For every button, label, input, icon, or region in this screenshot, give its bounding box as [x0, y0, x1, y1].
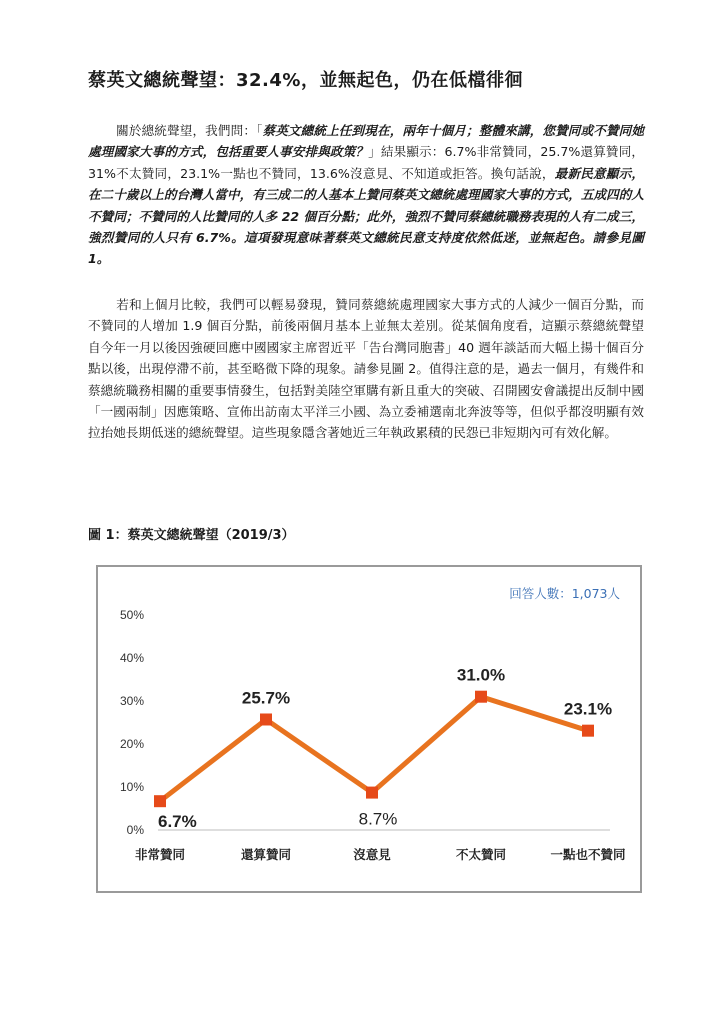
chart-container: [96, 565, 642, 893]
data-point-marker: [154, 795, 166, 807]
paragraph-1: [88, 120, 644, 270]
y-tick-label: 40%: [119, 651, 144, 665]
paragraph-1-intro: 關於總統聲望，我們問：「: [116, 123, 263, 138]
data-label: 31.0%: [456, 665, 506, 685]
data-point-marker: [475, 691, 487, 703]
x-tick-label: 還算贊同: [240, 847, 292, 862]
y-tick-label: 10%: [119, 780, 144, 794]
data-point-marker: [366, 787, 378, 799]
y-tick-label: 0%: [126, 823, 144, 837]
data-label: 23.1%: [563, 699, 613, 719]
paragraph-2: [88, 294, 644, 444]
y-tick-label: 30%: [119, 694, 144, 708]
page-title: 蔡英文總統聲望：32.4%，並無起色，仍在低檔徘徊: [88, 70, 523, 91]
paragraph-1-results: 」結果顯示：6.7%非常贊同，25.7%還算贊同，31%不太贊同，23.1%一點也不贊同，13.6%沒意見、不知道或拒答。換句話說，: [88, 144, 644, 181]
survey-question: 蔡英文總統上任到現在，兩年十個月；整體來講，您贊同或不贊同她處理國家大事的方式，包括重要人事安排與政策？: [88, 123, 644, 160]
x-tick-label: 不太贊同: [455, 847, 507, 862]
data-label: 25.7%: [241, 688, 291, 708]
x-tick-label: 非常贊同: [134, 847, 186, 862]
data-label: 6.7%: [158, 812, 197, 832]
data-point-marker: [260, 713, 272, 725]
data-point-marker: [582, 725, 594, 737]
y-tick-label: 50%: [119, 608, 144, 622]
line-chart: [98, 567, 640, 891]
paragraph-2-text: 若和上個月比較，我們可以輕易發現，贊同蔡總統處理國家大事方式的人減少一個百分點，而不贊同的人增加 1.9 個百分點，前後兩個月基本上並無太差別。從某個角度看，這顯示蔡總統聲望自今年一月以後因強硬回應中國國家主席習近平「告台灣同胞書」40 週年談話而大幅上揚十個百分點以後，出現停滯不前，甚至略微下降的現象。請參見圖 2。值得注意的是，過去一個月，有幾件和蔡總統職務相關的重要事情發生，包括對美陸空軍購有新且重大的突破、召開國安會議提出反制中國「一國兩制」因應策略、宣佈出訪南太平洋三小國、為立委補選南北奔波等等，但似乎都沒明顯有效拉抬她長期低迷的總統聲望。這些現象隱含著她近三年執政累積的民怨已非短期內可有效化解。: [88, 297, 644, 441]
respondent-count: 回答人數：1,073人: [509, 586, 620, 601]
series-line: [160, 697, 588, 801]
data-label: 8.7%: [358, 809, 398, 829]
y-tick-label: 20%: [119, 737, 144, 751]
figure-title: 圖 1：蔡英文總統聲望（2019/3）: [88, 528, 295, 543]
x-tick-label: 沒意見: [353, 847, 391, 862]
paragraph-1-emphasis: 最新民意顯示，在二十歲以上的台灣人當中，有三成二的人基本上贊同蔡英文總統處理國家大事的方式，五成四的人不贊同；不贊同的人比贊同的人多 22 個百分點；此外，強烈不贊同蔡總統職務表現的人有二成三，強烈贊同的人只有 6.7%。這項發現意味著蔡英文總統民意支持度依然低迷，並無起色。請參見圖 1。: [88, 165, 644, 267]
x-tick-label: 一點也不贊同: [550, 847, 626, 862]
